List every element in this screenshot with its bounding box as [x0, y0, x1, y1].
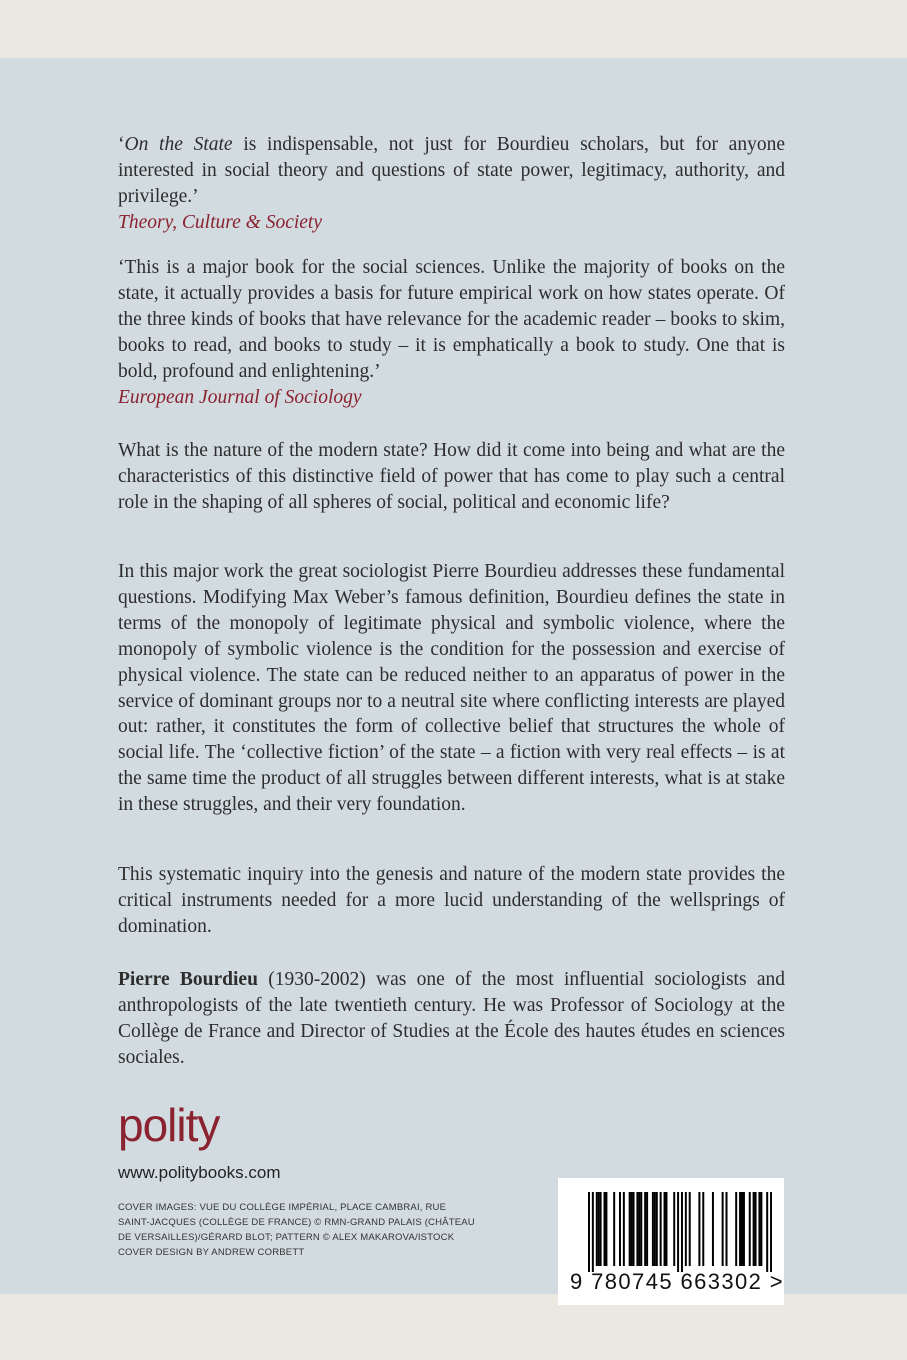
barcode-bar [698, 1192, 700, 1266]
barcode-bar [712, 1192, 714, 1266]
description-paragraph: This systematic inquiry into the genesis and nature of the modern state provides the critical instruments needed for a more lucid understanding of the wellsprings of domination. [118, 864, 785, 937]
barcode-bar [646, 1192, 648, 1266]
description-paragraph: What is the nature of the modern state? How did it come into being and what are the characteristics of this distinctive field of power that has come to play such a central role in the shaping of all spheres of social, political and economic life? [118, 440, 785, 513]
quote-source: Theory, Culture & Society [118, 211, 322, 233]
quote-book-title: On the State [124, 134, 233, 155]
barcode-bar [623, 1192, 625, 1266]
isbn-number: 9 780745 663302 > [570, 1269, 785, 1294]
quote-text: ‘On the State is indispensable, not just for Bourdieu scholars, but for anyone interested in social theory and questions of state power, legitimacy, authority, and privilege.’ [118, 134, 785, 207]
barcode-bar [660, 1192, 662, 1266]
barcode-bar [689, 1192, 691, 1266]
cover-credits: COVER IMAGES: VUE DU COLLÈGE IMPÉRIAL, PLACE CAMBRAI, RUE SAINT-JACQUES (COLLÈGE DE FRANCE) © RMN-GRAND PALAIS (CHÂTEAU DE VERSAILLES)/GÉRARD BLOT; PATTERN © ALEX MAKAROVA/ISTOCK COVER DESIGN BY ANDREW CORBETT [118, 1202, 475, 1258]
barcode-bar [613, 1192, 615, 1266]
barcode-bar [770, 1192, 772, 1272]
barcode-bar [644, 1192, 646, 1266]
barcode-bar [702, 1192, 704, 1266]
barcode-bar [749, 1192, 751, 1266]
barcode-bar [633, 1192, 635, 1266]
author-name: Pierre Bourdieu [118, 969, 258, 990]
barcode-bar [640, 1192, 642, 1266]
barcode-bar [654, 1192, 656, 1266]
author-bio: Pierre Bourdieu (1930-2002) was one of the most influential sociologists and anthropologists of the late twentieth century. He was Professor of Sociology at the Collège de France and Director of Studies at the École des hautes études en sciences sociales. [118, 969, 785, 1068]
barcode-bar [638, 1192, 640, 1266]
barcode-bars [588, 1192, 772, 1272]
barcode-bar [673, 1192, 675, 1266]
barcode-bar [596, 1192, 598, 1266]
review-quote-1 [118, 132, 785, 236]
barcode-bar [766, 1192, 768, 1272]
barcode-bar [743, 1192, 745, 1266]
barcode-bar [656, 1192, 658, 1266]
barcode-bar [605, 1192, 607, 1266]
barcode-bar [760, 1192, 762, 1266]
quote-text: ‘This is a major book for the social sciences. Unlike the majority of books on the state, it actually provides a basis for future empirical work on how states operate. Of the three kinds of books that have relevance for the academic reader – books to skim, books to read, and books to study – it is emphatically a book to study. One that is bold, profound and enlightening.’ [118, 257, 785, 382]
barcode [558, 1178, 784, 1305]
barcode-bar [631, 1192, 633, 1266]
barcode-bar [588, 1192, 590, 1272]
barcode-bar [598, 1192, 600, 1266]
description-paragraph: In this major work the great sociologist Pierre Bourdieu addresses these fundamental questions. Modifying Max Weber’s famous definition, Bourdieu defines the state in terms of the monopoly of legitimate physical and symbolic violence, where the monopoly of symbolic violence is the condition for the possession and exercise of physical violence. The state can be reduced neither to an apparatus of power in the service of dominant groups nor to a neutral site where conflicting interests are played out: rather, it constitutes the form of collective belief that structures the whole of social life. The ‘collective fiction’ of the state – a fiction with very real effects – is at the same time the product of all struggles between different interests, what is at stake in these struggles, and their very foundation. [118, 561, 785, 816]
barcode-bar [681, 1192, 683, 1272]
publisher-logo: polity [118, 1099, 220, 1151]
barcode-bar [755, 1192, 757, 1266]
barcode-bar [600, 1192, 602, 1266]
barcode-bar [758, 1192, 760, 1266]
barcode-bar [629, 1192, 631, 1266]
barcode-bar [753, 1192, 755, 1266]
barcode-bar [722, 1192, 724, 1266]
barcode-bar [739, 1192, 741, 1266]
barcode-bar [603, 1192, 605, 1266]
quote-source: European Journal of Sociology [118, 386, 362, 408]
publisher-url: www.politybooks.com [118, 1163, 281, 1182]
barcode-bar [685, 1192, 687, 1266]
barcode-bar [677, 1192, 679, 1272]
review-quote-2 [118, 255, 785, 410]
barcode-bar [665, 1192, 667, 1266]
barcode-bar [636, 1192, 638, 1266]
barcode-bar [664, 1192, 666, 1266]
barcode-bar [652, 1192, 654, 1266]
barcode-bar [741, 1192, 743, 1266]
barcode-bar [735, 1192, 737, 1266]
barcode-bar [726, 1192, 728, 1266]
barcode-bar [619, 1192, 621, 1266]
barcode-bar [592, 1192, 594, 1272]
